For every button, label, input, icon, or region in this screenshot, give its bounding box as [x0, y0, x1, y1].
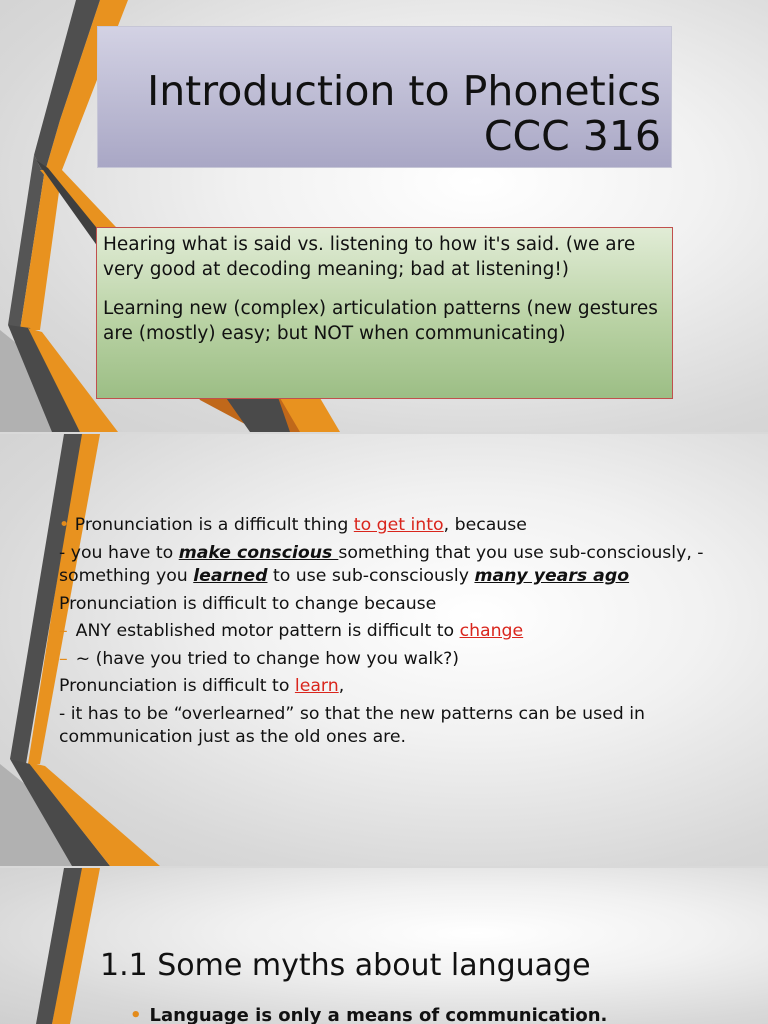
bullet-icon: •: [130, 1005, 142, 1024]
title-box: [97, 26, 672, 168]
slide-2-body: [59, 514, 709, 754]
emphasis-text: learned: [193, 566, 268, 586]
slide-3: [0, 868, 768, 1024]
highlight-text: learn: [294, 676, 339, 696]
line-1: [59, 514, 709, 538]
line-4: [59, 620, 709, 644]
highlight-text: change: [459, 621, 524, 641]
text: something that you use sub-consciously, - something you: [59, 542, 704, 586]
line-6: [59, 675, 709, 699]
text: - you have to: [59, 542, 179, 563]
emphasis-text: many years ago: [474, 566, 630, 586]
dash-bullet-icon: –: [59, 621, 68, 641]
text: , because: [443, 515, 527, 535]
emphasis-text: make conscious: [178, 542, 339, 563]
summary-box: [96, 227, 673, 399]
line-2: [59, 542, 709, 589]
text: Pronunciation is a difficult thing: [74, 515, 354, 535]
bullet-icon: •: [59, 515, 70, 535]
slide-1: [0, 0, 768, 432]
text: ~ (have you tried to change how you walk?): [75, 648, 460, 669]
dash-bullet-icon: –: [59, 648, 68, 669]
title-line-1: Introduction to Phonetics: [147, 67, 661, 115]
text: to use sub-consciously: [267, 566, 475, 586]
text: ,: [338, 676, 345, 696]
line-5: [59, 648, 709, 672]
summary-paragraph-1: Hearing what is said vs. listening to how it's said. (we are very good at decoding meaning; bad at listening!): [103, 234, 636, 280]
slide-3-bullet: [130, 1005, 607, 1024]
text: Language is only a means of communication.: [149, 1005, 608, 1024]
text: ANY established motor pattern is difficult to: [75, 621, 460, 641]
slide-2: [0, 434, 768, 866]
slide-title: [147, 69, 661, 159]
line-7: - it has to be “overlearned” so that the new patterns can be used in communication just as the old ones are.: [59, 703, 645, 747]
line-3: Pronunciation is difficult to change because: [59, 593, 437, 614]
highlight-text: to get into: [353, 515, 444, 535]
summary-paragraph-2: Learning new (complex) articulation patterns (new gestures are (mostly) easy; but NOT when communicating): [103, 298, 658, 344]
slide-3-title: 1.1 Some myths about language: [100, 948, 591, 983]
title-line-2: CCC 316: [483, 112, 661, 160]
decorative-stripes: [0, 868, 768, 1024]
text: Pronunciation is difficult to: [59, 676, 295, 696]
